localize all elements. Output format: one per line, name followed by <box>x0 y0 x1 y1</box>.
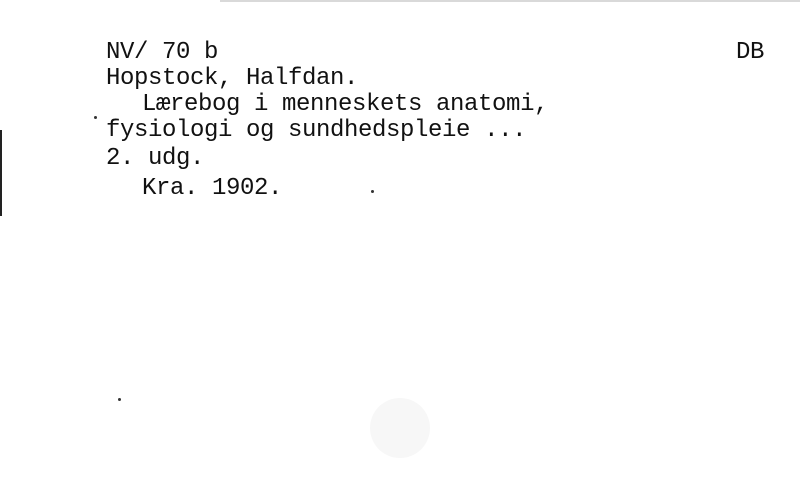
title-line-2: fysiologi og sundhedspleie ... <box>106 117 527 144</box>
scan-speck <box>94 116 97 119</box>
edition: 2. udg. <box>106 145 205 172</box>
scan-speck <box>371 190 374 193</box>
author: Hopstock, Halfdan. <box>106 65 359 92</box>
scan-edge-top <box>220 0 800 2</box>
scan-edge-left <box>0 130 2 216</box>
scan-speck <box>118 398 121 401</box>
paper-blot <box>370 398 430 458</box>
imprint: Kra. 1902. <box>142 175 283 202</box>
shelfmark: NV/ 70 b <box>106 39 219 66</box>
location-code: DB <box>735 39 764 66</box>
title-line-1: Lærebog i menneskets anatomi, <box>142 91 549 118</box>
